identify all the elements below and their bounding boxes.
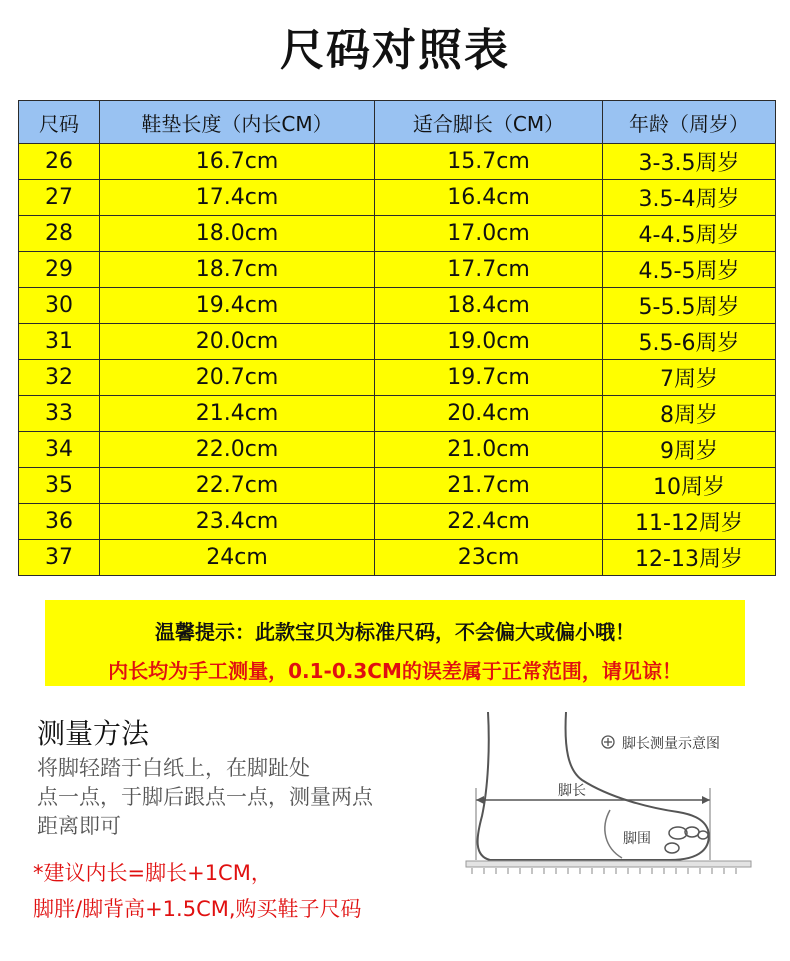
method-line-3: 距离即可 xyxy=(37,814,121,838)
page-title: 尺码对照表 xyxy=(280,25,510,76)
foot-length-cell: 19.7cm xyxy=(375,360,603,396)
table-row xyxy=(19,504,776,540)
foot-length-cell: 19.0cm xyxy=(375,324,603,360)
table-row xyxy=(19,180,776,216)
age-cell: 3-3.5周岁 xyxy=(603,144,776,180)
insole-length-cell: 16.7cm xyxy=(100,144,375,180)
foot-length-cell: 21.0cm xyxy=(375,432,603,468)
insole-length-cell: 18.0cm xyxy=(100,216,375,252)
size-cell: 35 xyxy=(19,468,100,504)
size-advice xyxy=(33,855,362,927)
insole-length-cell: 20.0cm xyxy=(100,324,375,360)
method-line-2: 点一点，于脚后跟点一点，测量两点 xyxy=(37,785,373,809)
size-cell: 26 xyxy=(19,144,100,180)
foot-measure-diagram xyxy=(460,708,760,878)
table-header-row xyxy=(19,101,776,144)
notice-line-1: 温馨提示：此款宝贝为标准尺码，不会偏大或偏小哦！ xyxy=(155,620,635,644)
table-row xyxy=(19,252,776,288)
header-age: 年龄（周岁） xyxy=(603,101,776,144)
foot-length-cell: 17.0cm xyxy=(375,216,603,252)
size-cell: 27 xyxy=(19,180,100,216)
size-cell: 34 xyxy=(19,432,100,468)
table-row xyxy=(19,216,776,252)
insole-length-cell: 18.7cm xyxy=(100,252,375,288)
header-insole-length: 鞋垫长度（内长CM） xyxy=(100,101,375,144)
table-row xyxy=(19,540,776,576)
table-row xyxy=(19,468,776,504)
insole-length-cell: 22.0cm xyxy=(100,432,375,468)
size-cell: 30 xyxy=(19,288,100,324)
table-row xyxy=(19,144,776,180)
age-cell: 9周岁 xyxy=(603,432,776,468)
insole-length-cell: 17.4cm xyxy=(100,180,375,216)
insole-length-cell: 24cm xyxy=(100,540,375,576)
size-cell: 33 xyxy=(19,396,100,432)
foot-length-cell: 22.4cm xyxy=(375,504,603,540)
advice-line-1: *建议内长=脚长+1CM， xyxy=(33,861,272,885)
size-cell: 32 xyxy=(19,360,100,396)
age-cell: 12-13周岁 xyxy=(603,540,776,576)
insole-length-cell: 21.4cm xyxy=(100,396,375,432)
insole-length-cell: 19.4cm xyxy=(100,288,375,324)
size-chart-table xyxy=(18,100,776,576)
insole-length-cell: 20.7cm xyxy=(100,360,375,396)
foot-length-cell: 20.4cm xyxy=(375,396,603,432)
table-row xyxy=(19,396,776,432)
header-foot-length: 适合脚长（CM） xyxy=(375,101,603,144)
table-row xyxy=(19,324,776,360)
foot-length-cell: 15.7cm xyxy=(375,144,603,180)
insole-length-cell: 22.7cm xyxy=(100,468,375,504)
age-cell: 7周岁 xyxy=(603,360,776,396)
age-cell: 5-5.5周岁 xyxy=(603,288,776,324)
size-cell: 37 xyxy=(19,540,100,576)
age-cell: 8周岁 xyxy=(603,396,776,432)
foot-length-cell: 21.7cm xyxy=(375,468,603,504)
foot-length-cell: 17.7cm xyxy=(375,252,603,288)
notice-box xyxy=(45,600,745,686)
table-row xyxy=(19,288,776,324)
method-line-1: 将脚轻踏于白纸上，在脚趾处 xyxy=(37,756,310,780)
notice-line-2: 内长均为手工测量，0.1-0.3CM的误差属于正常范围，请见谅！ xyxy=(108,659,682,683)
advice-line-2: 脚胖/脚背高+1.5CM,购买鞋子尺码 xyxy=(33,897,362,921)
age-cell: 3.5-4周岁 xyxy=(603,180,776,216)
foot-girth-label: 脚围 xyxy=(623,831,651,847)
header-size: 尺码 xyxy=(19,101,100,144)
method-text xyxy=(37,754,437,841)
age-cell: 5.5-6周岁 xyxy=(603,324,776,360)
insole-length-cell: 23.4cm xyxy=(100,504,375,540)
size-cell: 36 xyxy=(19,504,100,540)
age-cell: 11-12周岁 xyxy=(603,504,776,540)
method-title: 测量方法 xyxy=(37,717,150,750)
foot-length-cell: 23cm xyxy=(375,540,603,576)
size-cell: 28 xyxy=(19,216,100,252)
foot-length-cell: 16.4cm xyxy=(375,180,603,216)
age-cell: 4.5-5周岁 xyxy=(603,252,776,288)
age-cell: 4-4.5周岁 xyxy=(603,216,776,252)
foot-length-label: 脚长 xyxy=(558,783,586,799)
diagram-caption: 脚长测量示意图 xyxy=(622,736,720,752)
age-cell: 10周岁 xyxy=(603,468,776,504)
table-row xyxy=(19,432,776,468)
table-row xyxy=(19,360,776,396)
foot-length-cell: 18.4cm xyxy=(375,288,603,324)
diagram-bullet-icon xyxy=(602,736,614,748)
size-cell: 31 xyxy=(19,324,100,360)
size-cell: 29 xyxy=(19,252,100,288)
